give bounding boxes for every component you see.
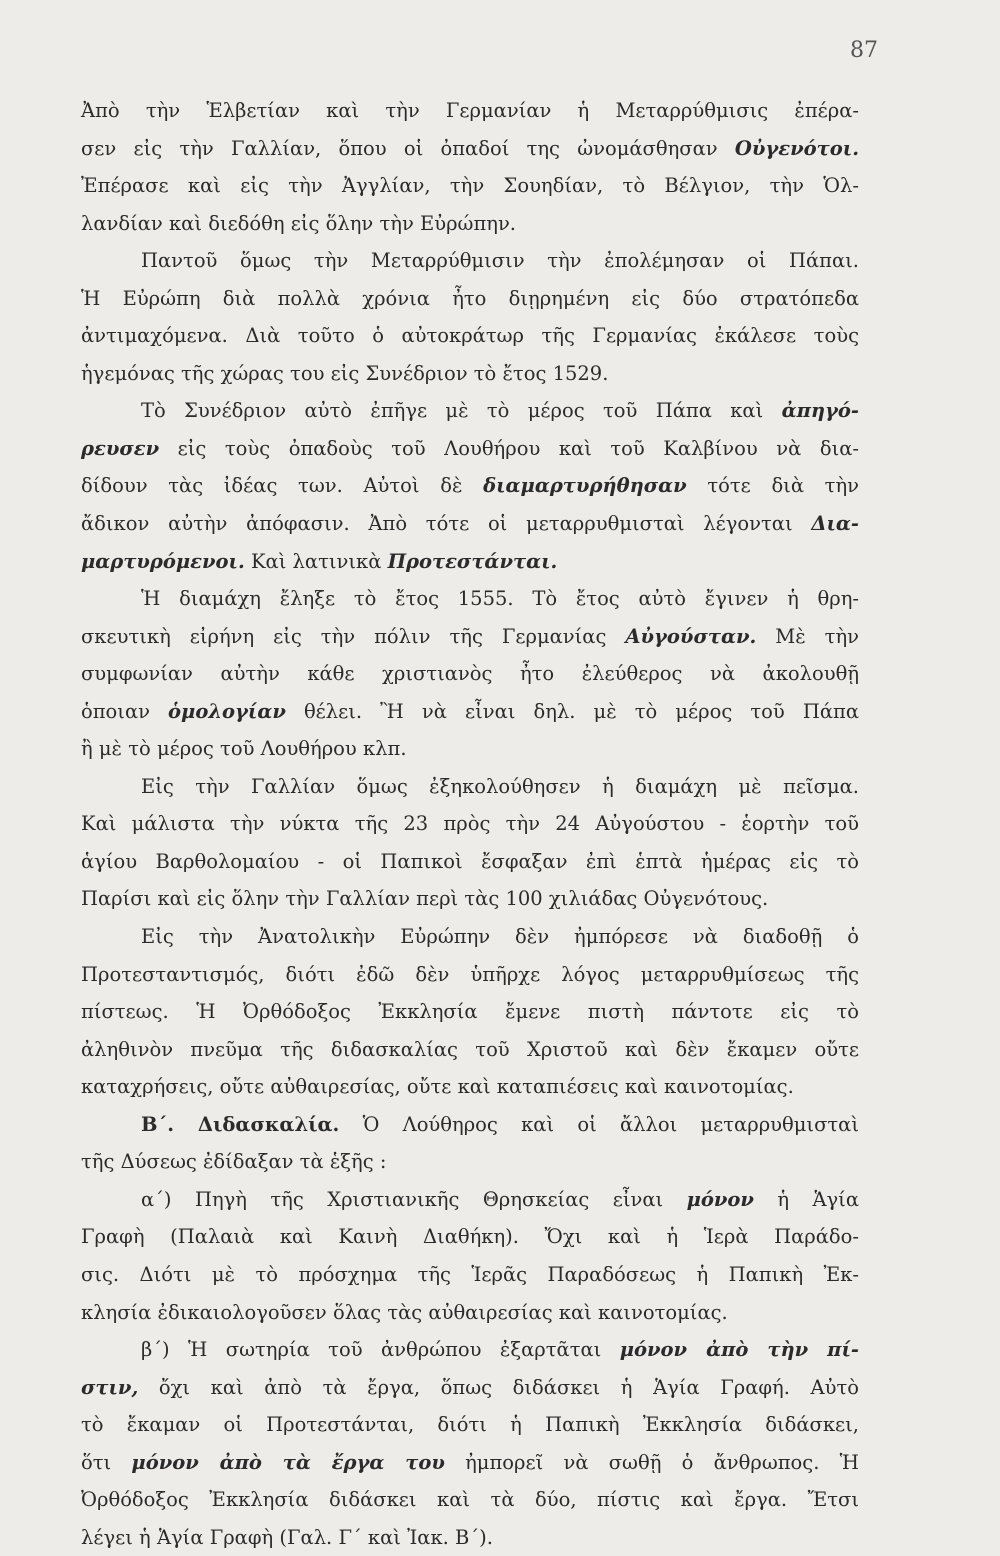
emphasis: μαρτυρόμενοι. — [81, 549, 245, 573]
text-line: λέγει ἡ Ἁγία Γραφὴ (Γαλ. Γ΄ καὶ Ἰακ. Β΄). — [81, 1525, 493, 1549]
text-line: ὅτι μόνον ἀπὸ τὰ ἔργα του ἠμπορεῖ νὰ σωθῇ ὁ ἄνθρωπος. Ἡ — [81, 1450, 859, 1474]
text-line: ἀντιμαχόμενα. Διὰ τοῦτο ὁ αὐτοκράτωρ τῆς Γερμανίας ἐκάλεσε τοὺς — [81, 324, 859, 348]
text-line: σις. Διότι μὲ τὸ πρόσχημα τῆς Ἱερᾶς Παραδόσεως ἡ Παπικὴ Ἐκ- — [81, 1262, 859, 1286]
text-line: ἡγεμόνας τῆς χώρας του εἰς Συνέδριον τὸ ἔτος 1529. — [81, 361, 609, 385]
text-line: Ὀρθόδοξος Ἐκκλησία διδάσκει καὶ τὰ δύο, πίστις καὶ ἔργα. Ἔτσι — [81, 1488, 859, 1512]
text-line: συμφωνίαν αὐτὴν κάθε χριστιανὸς ἦτο ἐλεύθερος νὰ ἀκολουθῇ — [81, 662, 859, 686]
text-line: ἢ μὲ τὸ μέρος τοῦ Λουθήρου κλπ. — [81, 737, 407, 761]
text-line: σεν εἰς τὴν Γαλλίαν, ὅπου οἱ ὀπαδοί της ὠνομάσθησαν Οὐγενότοι. — [81, 136, 859, 160]
emphasis: Προτεστάνται. — [387, 549, 558, 573]
text-line: Παντοῦ ὅμως τὴν Μεταρρύθμισιν τὴν ἐπολέμησαν οἱ Πάπαι. — [141, 249, 859, 273]
text-line: τῆς Δύσεως ἐδίδαξαν τὰ ἑξῆς : — [81, 1150, 387, 1174]
text-line: Β΄. Διδασκαλία. Ὁ Λούθηρος καὶ οἱ ἄλλοι μεταρρυθμισταὶ — [141, 1112, 859, 1136]
emphasis: μόνον — [686, 1187, 754, 1211]
text-line: ἄδικον αὐτὴν ἀπόφασιν. Ἀπὸ τότε οἱ μεταρρυθμισταὶ λέγονται Δια- — [81, 512, 859, 536]
emphasis: διαμαρτυρήθησαν — [483, 474, 687, 498]
text-line: στιν, ὄχι καὶ ἀπὸ τὰ ἔργα, ὅπως διδάσκει ἡ Ἁγία Γραφή. Αὐτὸ — [81, 1375, 859, 1399]
text-line: καταχρήσεις, οὔτε αὐθαιρεσίας, οὔτε καὶ καταπιέσεις καὶ καινοτομίας. — [81, 1075, 794, 1099]
text-line: πίστεως. Ἡ Ὀρθόδοξος Ἐκκλησία ἔμενε πιστὴ πάντοτε εἰς τὸ — [81, 1000, 859, 1024]
text-line: Ἀπὸ τὴν Ἑλβετίαν καὶ τὴν Γερμανίαν ἡ Μεταρρύθμισις ἐπέρα- — [81, 99, 859, 122]
text-line: Γραφὴ (Παλαιὰ καὶ Καινὴ Διαθήκη). Ὄχι καὶ ἡ Ἱερὰ Παράδο- — [81, 1225, 859, 1249]
emphasis: Δια- — [811, 512, 859, 536]
emphasis: Αὐγούσταν. — [625, 624, 757, 648]
text-line: δίδουν τὰς ἰδέας των. Αὐτοὶ δὲ διαμαρτυρήθησαν τότε διὰ τὴν — [81, 474, 859, 498]
text-line: λανδίαν καὶ διεδόθη εἰς ὅλην τὴν Εὐρώπην. — [81, 211, 517, 235]
text-line: Ἡ Εὐρώπη διὰ πολλὰ χρόνια ἦτο διῃρημένη εἰς δύο στρατόπεδα — [81, 286, 859, 310]
page-number: 87 — [850, 38, 878, 63]
text-line: β΄) Ἡ σωτηρία τοῦ ἀνθρώπου ἐξαρτᾶται μόνον ἀπὸ τὴν πί- — [141, 1338, 859, 1362]
text-line: Προτεσταντισμός, διότι ἐδῶ δὲν ὑπῆρχε λόγος μεταρρυθμίσεως τῆς — [81, 962, 859, 986]
emphasis: μόνον ἀπὸ τὰ ἔργα του — [131, 1450, 445, 1474]
section-heading: Β΄. Διδασκαλία. — [141, 1112, 340, 1136]
text-line: Εἰς τὴν Γαλλίαν ὅμως ἐξηκολούθησεν ἡ διαμάχη μὲ πεῖσμα. — [141, 774, 859, 798]
emphasis: ρευσεν — [81, 436, 160, 460]
emphasis: στιν, — [81, 1375, 139, 1399]
emphasis: μόνον ἀπὸ τὴν πί- — [619, 1338, 859, 1362]
body-text — [81, 92, 859, 1556]
emphasis: ἀπηγό- — [781, 399, 859, 423]
text-line: κλησία ἐδικαιολογοῦσεν ὅλας τὰς αὐθαιρεσίας καὶ καινοτομίας. — [81, 1300, 728, 1324]
text-line: μαρτυρόμενοι. Καὶ λατινικὰ Προτεστάνται. — [81, 549, 558, 573]
text-line: τὸ ἔκαμαν οἱ Προτεστάνται, διότι ἡ Παπικὴ Ἐκκλησία διδάσκει, — [81, 1413, 859, 1437]
text-line: Ἐπέρασε καὶ εἰς τὴν Ἀγγλίαν, τὴν Σουηδίαν, τὸ Βέλγιον, τὴν Ὁλ- — [81, 174, 859, 198]
text-line: ἁγίου Βαρθολομαίου - οἱ Παπικοὶ ἔσφαξαν ἐπὶ ἑπτὰ ἡμέρας εἰς τὸ — [81, 849, 859, 873]
text-line: Τὸ Συνέδριον αὐτὸ ἐπῆγε μὲ τὸ μέρος τοῦ Πάπα καὶ ἀπηγό- — [141, 399, 859, 423]
text-line: Εἰς τὴν Ἀνατολικὴν Εὐρώπην δὲν ἠμπόρεσε νὰ διαδοθῇ ὁ — [141, 925, 859, 949]
text-line: Καὶ μάλιστα τὴν νύκτα τῆς 23 πρὸς τὴν 24 Αὐγούστου - ἑορτὴν τοῦ — [81, 812, 859, 836]
emphasis: ὁμολογίαν — [168, 699, 286, 723]
text-line: σκευτικὴ εἰρήνη εἰς τὴν πόλιν τῆς Γερμανίας Αὐγούσταν. Μὲ τὴν — [81, 624, 859, 648]
text-line: Ἡ διαμάχη ἔληξε τὸ ἔτος 1555. Τὸ ἔτος αὐτὸ ἔγινεν ἡ θρη- — [141, 587, 859, 611]
text-line: α΄) Πηγὴ τῆς Χριστιανικῆς Θρησκείας εἶναι μόνον ἡ Ἁγία — [141, 1187, 859, 1211]
emphasis: Οὐγενότοι. — [734, 136, 859, 160]
text-line: ὁποιαν ὁμολογίαν θέλει. Ἢ νὰ εἶναι δηλ. μὲ τὸ μέρος τοῦ Πάπα — [81, 699, 859, 723]
text-line: ρευσεν εἰς τοὺς ὀπαδοὺς τοῦ Λουθήρου καὶ τοῦ Καλβίνου νὰ δια- — [81, 436, 859, 460]
text-line: ἀληθινὸν πνεῦμα τῆς διδασκαλίας τοῦ Χριστοῦ καὶ δὲν ἔκαμεν οὔτε — [81, 1037, 859, 1061]
text-line: Παρίσι καὶ εἰς ὅλην τὴν Γαλλίαν περὶ τὰς 100 χιλιάδας Οὐγενότους. — [81, 887, 769, 911]
